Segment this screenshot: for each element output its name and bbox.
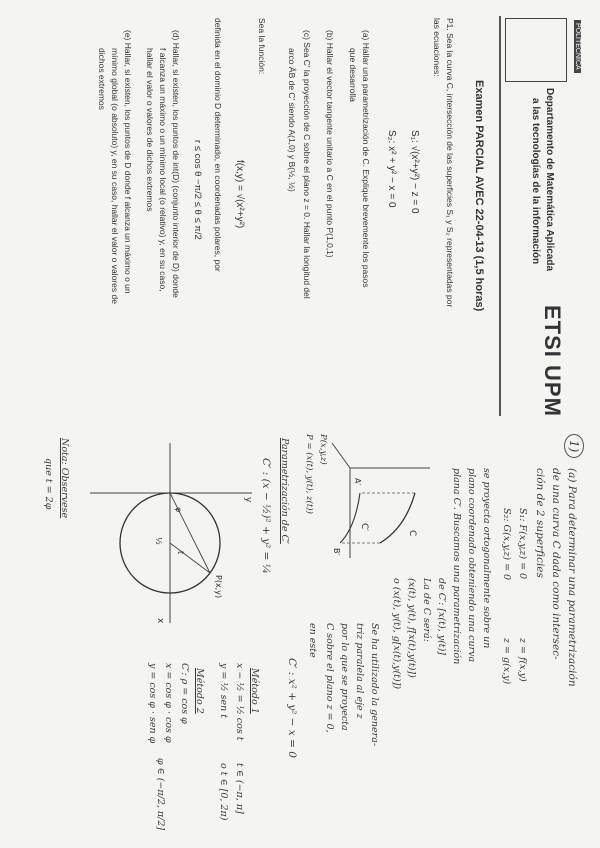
question-a-1: (a) Hallar una parametrización de C. Explique brevemente los pasos [361, 30, 371, 288]
surface-s2: S₂: x² + y² − x = 0 [386, 130, 397, 208]
method-2-y: y = cos φ · sen φ [147, 663, 158, 744]
brace-z1: z = f(x,y) [517, 638, 528, 682]
question-a-2: que desarrolla [348, 48, 358, 102]
question-c-1: (c) Sea C′ la proyección de C sobre el plano z = 0. Hallar la longitud del [302, 30, 312, 299]
generatrix-note-4: C sobre el plano z = 0, [324, 623, 335, 733]
function-intro: Sea la función: [257, 18, 267, 75]
method-1-range-2: o t ∈ [0, 2π) [218, 763, 229, 821]
method-2-x: x = cos φ · cos φ [163, 663, 174, 743]
point-b-label: B′ [332, 548, 341, 556]
angle-t-label: t [176, 551, 185, 555]
point-p-label: P(x,y,z) [318, 434, 328, 465]
generatrix-note-2: triz paralela al eje z [354, 623, 365, 719]
school-logo: ETSI UPM [540, 305, 565, 417]
note-observation-1: Nota: Observese [59, 438, 70, 519]
exam-title: Examen PARCIAL AVEC 22-04-13 (1,5 horas) [473, 80, 485, 312]
domain-line-1: definida en el dominio D determinado, en coordenadas polares, por [213, 18, 223, 272]
function-definition: f(x,y) = √(x²+y²) [234, 160, 245, 229]
question-d-1: (d) Hallar, si existen, los puntos de int(D) (conjunto interior de D) donde [171, 30, 181, 298]
note-line-7: de C′: [x(t), y(t)] [436, 578, 447, 656]
curve-projection-sketch [330, 438, 450, 578]
domain-line-2: r ≤ cos θ −π/2 ≤ θ ≤ π/2 [192, 140, 203, 240]
note-line-3: ción de 2 superficies [534, 468, 546, 578]
method-2-title: Método 2 [194, 668, 205, 714]
header-divider [500, 16, 502, 416]
point-a-label: A′ [353, 478, 362, 486]
question-d-3: hallar el valor o valores de dichos extremos [145, 48, 155, 212]
method-2-range: φ ∈ (−π/2, π/2] [155, 758, 166, 831]
question-e-3: dichos extremos [97, 48, 107, 110]
cprime-equation-2: C′ : x² + y² − x = 0 [286, 658, 298, 758]
method-2-equation: C′: ρ = cos φ [179, 663, 190, 724]
surface-s1-note: S₁: F(x,y,z) = 0 [517, 508, 528, 580]
angle-phi-label: φ [174, 507, 183, 513]
problem-intro-1: P1. Sea la curva C, intersección de las superficies S₁ y S₂ representadas por [445, 18, 455, 308]
generatrix-note-3: por lo que se proyecta [339, 623, 350, 731]
cprime-equation: C′ : (x − ½)² + y² = ¼ [260, 458, 272, 574]
brace-z2: z = g(x,y) [501, 638, 512, 685]
curve-cprime-label: C′ [359, 523, 369, 532]
surface-s2-note: S₂: G(x,y,z) = 0 [501, 508, 512, 581]
surface-s1: S₁: √(x²+y²) − z = 0 [409, 130, 420, 214]
note-line-2: de una curva C dada como intersec- [550, 468, 562, 660]
logo-left-text: POLITÉCNICA [574, 20, 581, 73]
question-e-2: mínimo global (o absoluto) y, en su caso, hallar el valor o valores de [110, 48, 120, 304]
department-line-1: Departamento de Matemática Aplicada [544, 88, 555, 272]
y-axis-label: y [243, 497, 253, 503]
x-axis-label: x [155, 618, 165, 624]
circle-diagram [80, 433, 260, 633]
question-b: (b) Hallar el vector tangente unitario a C en el punto P(1,0,1) [325, 30, 335, 258]
question-d-2: f alcanza un máximo o un mínimo local (o relativo) y, en su caso, [158, 48, 168, 292]
method-1-range-1: t ∈ (−π, π] [234, 763, 245, 814]
method-1-y: y = ½ sen t [218, 663, 229, 719]
generatrix-note-5: en este [307, 623, 318, 658]
handwritten-solution-panel [0, 424, 600, 848]
department-line-2: a las tecnologías de la información [530, 98, 541, 265]
note-line-6: plana C′. Buscamos una parametrización [451, 468, 462, 665]
note-line-10: o (x(t), y(t), g[x(t),y(t)]) [391, 578, 402, 690]
problem-intro-2: las ecuaciones: [432, 18, 442, 77]
solution-number: 1) [564, 434, 584, 458]
center-label: ½ [154, 537, 163, 545]
note-line-5: plano coordenado obteniendo una curva [466, 468, 477, 663]
curve-c-label: C [407, 530, 417, 537]
note-line-8: La de C será: [421, 578, 432, 642]
method-1-title: Método 1 [249, 668, 260, 714]
note-line-9: (x(t), y(t), f[x(t),y(t)]) [406, 578, 417, 678]
note-observation-2: que t = 2φ [43, 458, 54, 510]
question-e-1: (e) Hallar, si existen, los puntos de D donde f alcanza un máximo o un [123, 30, 133, 294]
generatrix-note-1: Se ha utilizado la genera- [369, 623, 380, 747]
parametrization-title: Parametrización de C′ [279, 438, 290, 544]
question-c-2: arco ÂB de C′ siendo A(1,0) y B(½, ½) [287, 48, 297, 192]
note-line-1: (a) Para determinar una parametrización [566, 468, 578, 687]
circle-point-label: P(x,y) [214, 575, 223, 599]
method-1-x: x − ½ = ½ cos t [234, 663, 245, 741]
university-logo [505, 18, 567, 82]
point-p-param: P = (x(t), y(t), z(t)) [304, 434, 314, 514]
note-line-4: se proyecta ortogonalmente sobre un [481, 468, 492, 649]
